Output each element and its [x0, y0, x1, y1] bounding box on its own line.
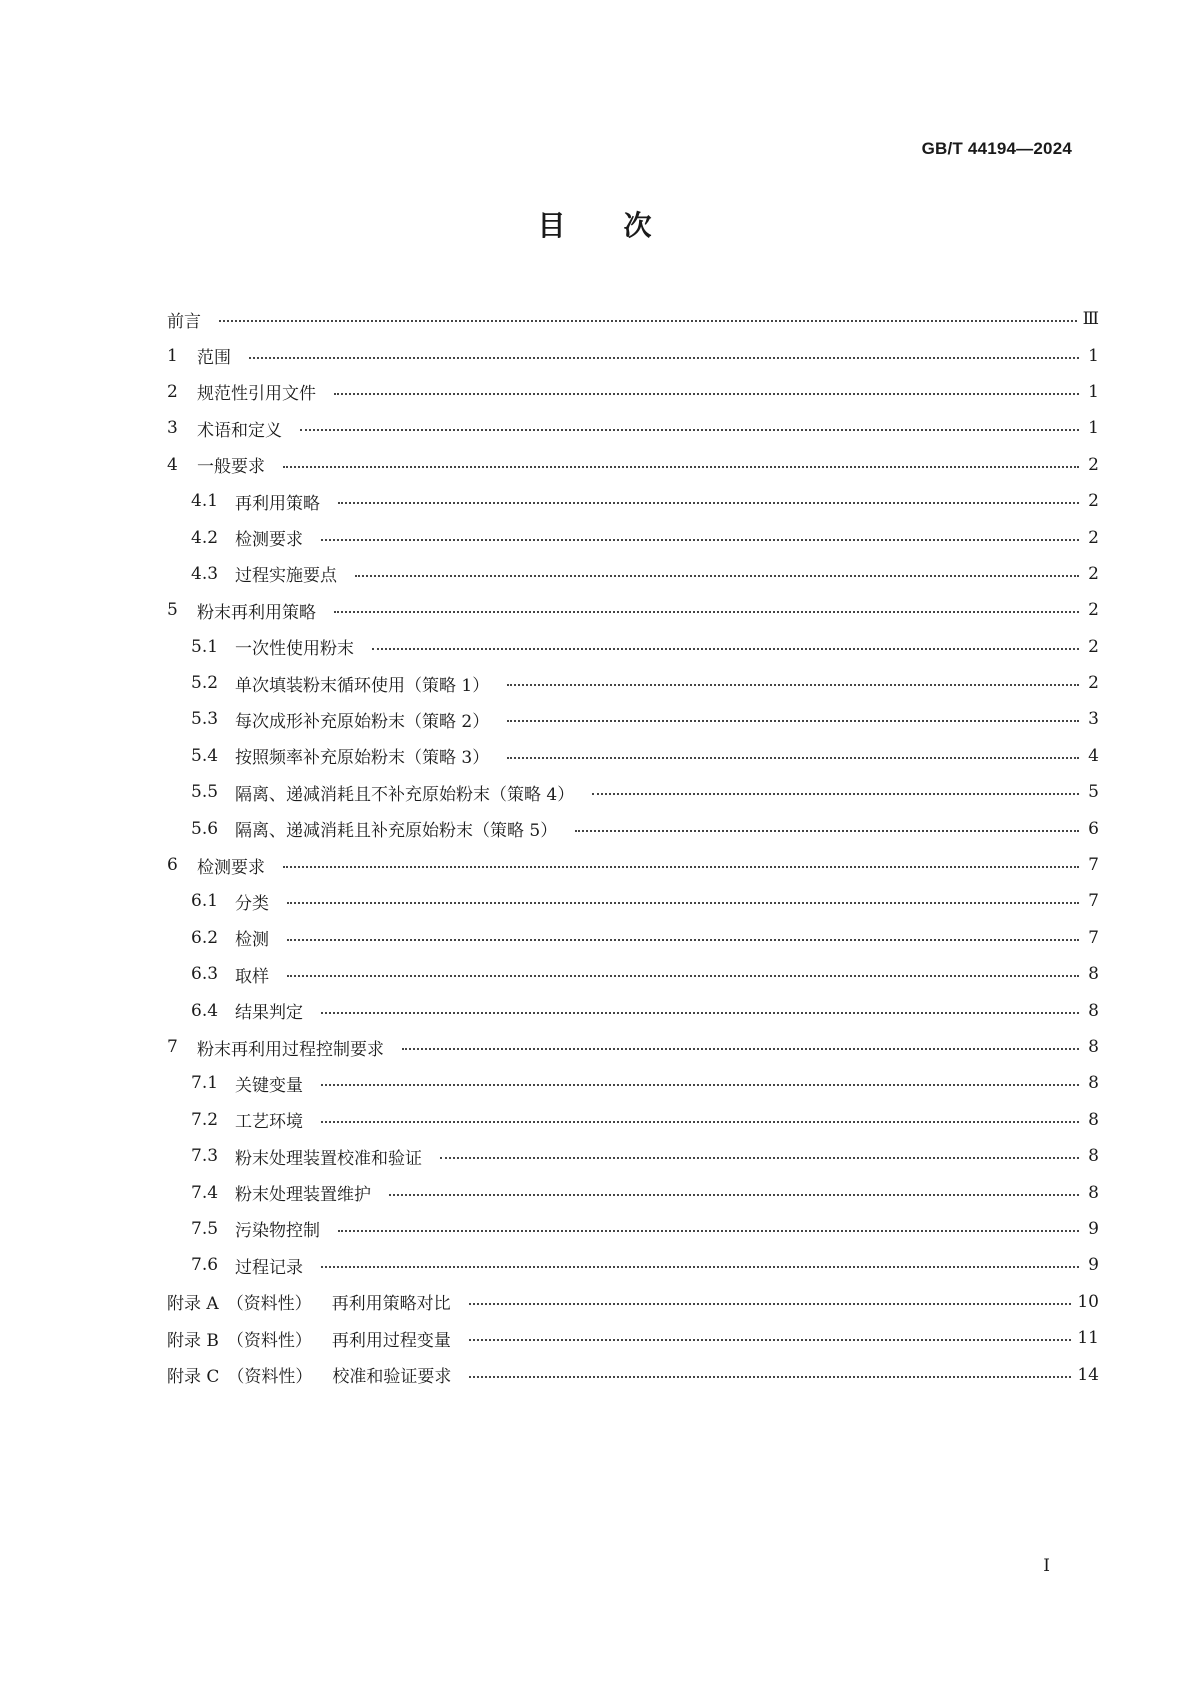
toc-entry[interactable]	[167, 556, 1099, 592]
toc-entry[interactable]	[167, 920, 1099, 956]
toc-entry-page: 8	[1088, 1146, 1099, 1167]
toc-leader-dots	[338, 1230, 1079, 1232]
toc-entry[interactable]	[167, 1029, 1099, 1065]
appendix-label: 附录 C	[167, 1367, 220, 1388]
toc-entry-number: 7	[167, 1037, 178, 1057]
appendix-type: （资料性）	[226, 1294, 312, 1315]
appendix-title: 再利用策略对比	[331, 1294, 451, 1315]
toc-entry[interactable]	[167, 447, 1099, 483]
toc-entry-title: 检测要求	[197, 857, 265, 878]
toc-entry-page: 2	[1088, 600, 1099, 621]
toc-entry-page: 8	[1088, 1037, 1099, 1057]
toc-leader-dots	[469, 1339, 1071, 1341]
toc-entry-page: 7	[1088, 855, 1099, 876]
toc-appendix-entry[interactable]	[167, 1284, 1099, 1320]
page-number: Ⅰ	[1043, 1556, 1050, 1576]
toc-entry-page: 3	[1088, 709, 1099, 730]
toc-entry-number: 6.2	[191, 927, 219, 948]
toc-entry-number: 2	[167, 381, 178, 402]
page-title-part1: 目	[537, 209, 568, 242]
toc-entry-number: 6.1	[191, 891, 219, 912]
toc-leader-dots	[321, 1012, 1079, 1014]
toc-entry-title: 隔离、递减消耗且补充原始粉末（策略 5）	[235, 821, 558, 842]
toc-entry-page: 6	[1088, 818, 1099, 839]
appendix-page: 14	[1077, 1364, 1099, 1385]
standard-code: GB/T 44194—2024	[921, 139, 1072, 158]
toc-leader-dots	[283, 466, 1079, 468]
toc-entry-number: 5.2	[191, 673, 219, 694]
toc-leader-dots	[334, 611, 1079, 613]
toc-entry-title: 前言	[167, 311, 201, 332]
toc-entry-page: 8	[1088, 1109, 1099, 1130]
toc-entry-title: 隔离、递减消耗且不补充原始粉末（策略 4）	[235, 784, 575, 805]
toc-leader-dots	[287, 939, 1079, 941]
toc-entry[interactable]	[167, 483, 1099, 519]
toc-leader-dots	[440, 1157, 1079, 1159]
appendix-page: 10	[1077, 1291, 1099, 1312]
appendix-page: 11	[1077, 1328, 1099, 1349]
toc-entry-page: 1	[1088, 345, 1099, 366]
toc-appendix-entry[interactable]	[167, 1356, 1099, 1392]
toc-entry-title: 过程记录	[235, 1257, 303, 1278]
toc-leader-dots	[321, 1121, 1079, 1123]
toc-entry-title: 取样	[235, 966, 269, 987]
toc-entry-title: 粉末再利用策略	[197, 602, 316, 623]
toc-leader-dots	[321, 539, 1079, 541]
toc-entry[interactable]	[167, 629, 1099, 665]
toc-entry[interactable]	[167, 519, 1099, 555]
toc-entry[interactable]	[167, 992, 1099, 1028]
toc-entry-title: 按照频率补充原始粉末（策略 3）	[235, 748, 490, 769]
toc-entry-title: 污染物控制	[235, 1221, 320, 1242]
toc-entry[interactable]	[167, 883, 1099, 919]
toc-leader-dots	[249, 357, 1079, 359]
toc-leader-dots	[334, 393, 1079, 395]
appendix-title: 校准和验证要求	[332, 1367, 452, 1388]
toc-entry-number: 6.3	[191, 964, 219, 985]
toc-leader-dots	[287, 975, 1079, 977]
toc-entry-page: 1	[1088, 381, 1099, 402]
toc-entry-title: 粉末处理装置校准和验证	[235, 1148, 422, 1169]
toc-entry-page: Ⅲ	[1082, 309, 1099, 330]
appendix-type: （资料性）	[226, 1330, 312, 1351]
toc-entry[interactable]	[167, 701, 1099, 737]
toc-entry-title: 术语和定义	[197, 420, 282, 441]
toc-leader-dots	[402, 1048, 1079, 1050]
toc-entry-title: 分类	[235, 893, 269, 914]
toc-leader-dots	[507, 720, 1079, 722]
toc-entry-number: 7.1	[191, 1073, 219, 1094]
toc-entry-number: 5.6	[191, 818, 219, 839]
page-title	[0, 204, 1191, 244]
toc-entry-number: 5.4	[191, 745, 219, 766]
toc-entry-number: 1	[167, 345, 178, 366]
toc-entry-number: 5.3	[191, 709, 219, 730]
toc-entry-number: 5.5	[191, 782, 219, 803]
toc-leader-dots	[283, 866, 1079, 868]
toc-entry[interactable]	[167, 337, 1099, 373]
toc-entry-title: 单次填装粉末循环使用（策略 1）	[235, 675, 490, 696]
toc-leader-dots	[592, 793, 1079, 795]
toc-entry-page: 5	[1088, 782, 1099, 803]
toc-entry[interactable]	[167, 847, 1099, 883]
toc-leader-dots	[287, 902, 1079, 904]
toc-entry[interactable]	[167, 1065, 1099, 1101]
toc-appendix-entry[interactable]	[167, 1320, 1099, 1356]
toc-entry[interactable]	[167, 665, 1099, 701]
toc-entry-page: 2	[1088, 563, 1099, 584]
toc-entry-number: 4.1	[191, 491, 219, 512]
toc-leader-dots	[469, 1376, 1071, 1378]
toc-leader-dots	[321, 1266, 1079, 1268]
toc-entry-title: 粉末再利用过程控制要求	[197, 1039, 384, 1060]
toc-entry-number: 7.3	[191, 1146, 219, 1167]
toc-entry-title: 检测	[235, 930, 269, 951]
toc-entry-page: 8	[1088, 1182, 1099, 1203]
toc-entry-number: 4.3	[191, 563, 219, 584]
toc-entry[interactable]	[167, 410, 1099, 446]
toc-entry-page: 7	[1088, 927, 1099, 948]
toc-entry-number: 7.2	[191, 1109, 219, 1130]
toc-entry-title: 结果判定	[235, 1003, 303, 1024]
toc-entry-page: 2	[1088, 527, 1099, 548]
appendix-label: 附录 B	[167, 1330, 219, 1351]
toc-leader-dots	[389, 1194, 1079, 1196]
toc-entry-title: 过程实施要点	[235, 566, 337, 587]
toc-entry-number: 6.4	[191, 1000, 219, 1021]
toc-entry-page: 2	[1088, 491, 1099, 512]
toc-entry-title: 一次性使用粉末	[235, 639, 354, 660]
toc-entry-page: 7	[1088, 891, 1099, 912]
toc-entry-title: 工艺环境	[235, 1112, 303, 1133]
toc-entry[interactable]	[167, 1211, 1099, 1247]
toc-entry-page: 9	[1088, 1255, 1099, 1276]
toc-leader-dots	[219, 320, 1077, 322]
toc-entry[interactable]	[167, 956, 1099, 992]
toc-entry-title: 一般要求	[197, 457, 265, 478]
toc-entry-title: 检测要求	[235, 530, 303, 551]
toc-entry-page: 8	[1088, 964, 1099, 985]
toc-leader-dots	[575, 830, 1079, 832]
appendix-title: 再利用过程变量	[331, 1330, 451, 1351]
table-of-contents	[167, 301, 1099, 1393]
toc-entry-number: 3	[167, 418, 178, 439]
toc-leader-dots	[372, 648, 1079, 650]
toc-entry[interactable]	[167, 774, 1099, 810]
toc-leader-dots	[355, 575, 1079, 577]
toc-entry-number: 7.6	[191, 1255, 219, 1276]
appendix-label: 附录 A	[167, 1294, 219, 1315]
toc-leader-dots	[507, 684, 1079, 686]
toc-entry-number: 4.2	[191, 527, 219, 548]
toc-entry[interactable]	[167, 301, 1099, 337]
toc-entry-page: 4	[1088, 745, 1099, 766]
toc-entry-page: 8	[1088, 1000, 1099, 1021]
toc-entry-title: 再利用策略	[235, 493, 320, 514]
toc-entry-number: 7.4	[191, 1182, 219, 1203]
page-title-part2: 次	[623, 209, 654, 242]
toc-entry[interactable]	[167, 374, 1099, 410]
toc-entry-page: 1	[1088, 418, 1099, 439]
appendix-type: （资料性）	[227, 1367, 313, 1388]
toc-entry-number: 5	[167, 600, 178, 621]
toc-entry-page: 2	[1088, 454, 1099, 475]
toc-entry-number: 5.1	[191, 636, 219, 657]
toc-entry[interactable]	[167, 592, 1099, 628]
toc-leader-dots	[300, 429, 1079, 431]
toc-entry-title: 范围	[197, 348, 231, 369]
toc-entry[interactable]	[167, 1247, 1099, 1283]
toc-entry[interactable]	[167, 1138, 1099, 1174]
toc-entry[interactable]	[167, 810, 1099, 846]
toc-entry[interactable]	[167, 738, 1099, 774]
toc-entry[interactable]	[167, 1102, 1099, 1138]
toc-leader-dots	[507, 757, 1079, 759]
toc-entry-title: 规范性引用文件	[197, 384, 316, 405]
toc-entry-title: 关键变量	[235, 1075, 303, 1096]
toc-leader-dots	[338, 502, 1079, 504]
toc-entry-number: 6	[167, 855, 178, 876]
toc-entry-page: 2	[1088, 673, 1099, 694]
toc-entry-title: 每次成形补充原始粉末（策略 2）	[235, 711, 490, 732]
toc-entry[interactable]	[167, 1174, 1099, 1210]
toc-entry-number: 4	[167, 454, 178, 475]
toc-entry-page: 9	[1088, 1218, 1099, 1239]
toc-leader-dots	[321, 1084, 1079, 1086]
toc-entry-page: 8	[1088, 1073, 1099, 1094]
toc-entry-title: 粉末处理装置维护	[235, 1185, 371, 1206]
toc-leader-dots	[469, 1303, 1072, 1305]
toc-entry-number: 7.5	[191, 1218, 219, 1239]
toc-entry-page: 2	[1088, 636, 1099, 657]
